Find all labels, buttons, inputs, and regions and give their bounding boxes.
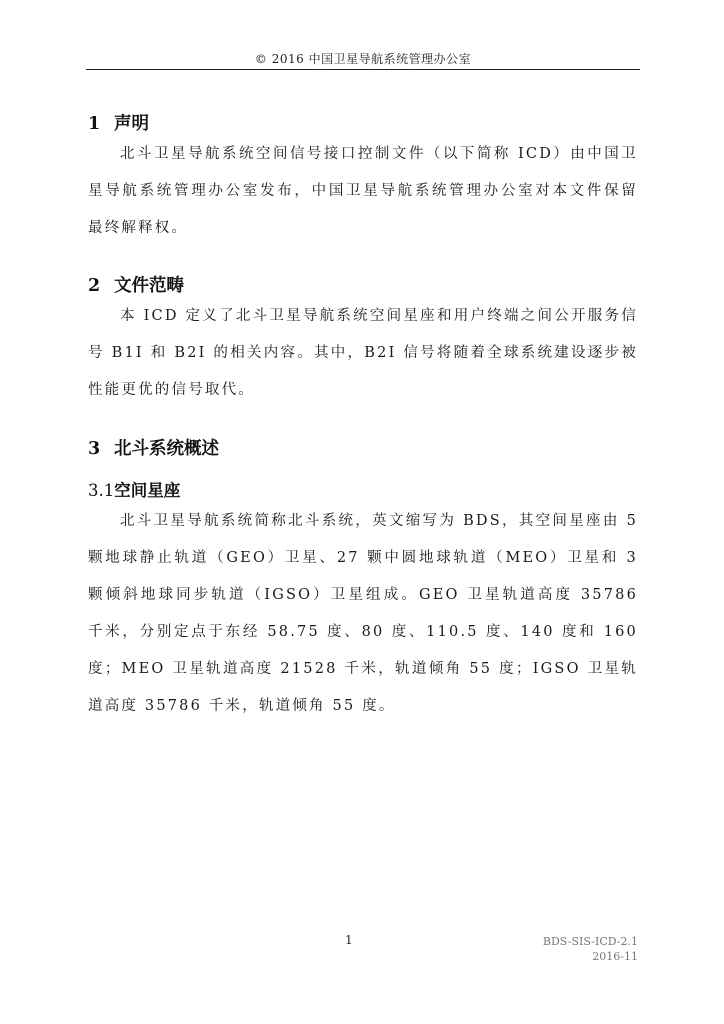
document-date: 2016-11 bbox=[592, 950, 638, 963]
section-2-heading bbox=[88, 274, 638, 298]
section-3-title: 北斗系统概述 bbox=[114, 439, 219, 459]
section-3-1-paragraph: 北斗卫星导航系统简称北斗系统，英文缩写为 BDS，其空间星座由 5 颗地球静止轨道（GEO）卫星、27 颗中圆地球轨道（MEO）卫星和 3 颗倾斜地球同步轨道（IGSO）卫星组成。GEO 卫星轨道高度 35786 千米，分别定点于东经 58.75 度、80 度、110.5 度、140 度和 160 度；MEO 卫星轨道高度 21528 千米，轨道倾角 55 度；IGSO 卫星轨道高度 35786 千米，轨道倾角 55 度。 bbox=[88, 513, 638, 714]
section-3-1-number: 3.1 bbox=[88, 481, 115, 500]
document-id-block bbox=[543, 934, 638, 964]
section-2-title: 文件范畴 bbox=[114, 276, 184, 296]
document-id: BDS-SIS-ICD-2.1 bbox=[542, 935, 638, 948]
section-3-heading bbox=[88, 437, 638, 461]
section-1-heading bbox=[88, 112, 638, 136]
page-number: 1 bbox=[345, 933, 353, 947]
section-1-paragraph: 北斗卫星导航系统空间信号接口控制文件（以下简称 ICD）由中国卫星导航系统管理办公室发布，中国卫星导航系统管理办公室对本文件保留最终解释权。 bbox=[88, 146, 638, 236]
page-content bbox=[88, 112, 638, 725]
header-copyright: © 2016 中国卫星导航系统管理办公室 bbox=[254, 52, 472, 66]
section-1-title: 声明 bbox=[114, 114, 149, 134]
page-header bbox=[86, 50, 640, 67]
section-2-number: 2 bbox=[88, 276, 101, 296]
section-3-1-title: 空间星座 bbox=[114, 481, 181, 500]
header-divider bbox=[86, 69, 640, 70]
section-2-paragraph: 本 ICD 定义了北斗卫星导航系统空间星座和用户终端之间公开服务信号 B1I 和 B2I 的相关内容。其中，B2I 信号将随着全球系统建设逐步被性能更优的信号取代。 bbox=[88, 308, 638, 398]
section-3-number: 3 bbox=[88, 439, 101, 459]
section-3-1-heading bbox=[88, 479, 638, 503]
section-1-number: 1 bbox=[88, 114, 101, 134]
